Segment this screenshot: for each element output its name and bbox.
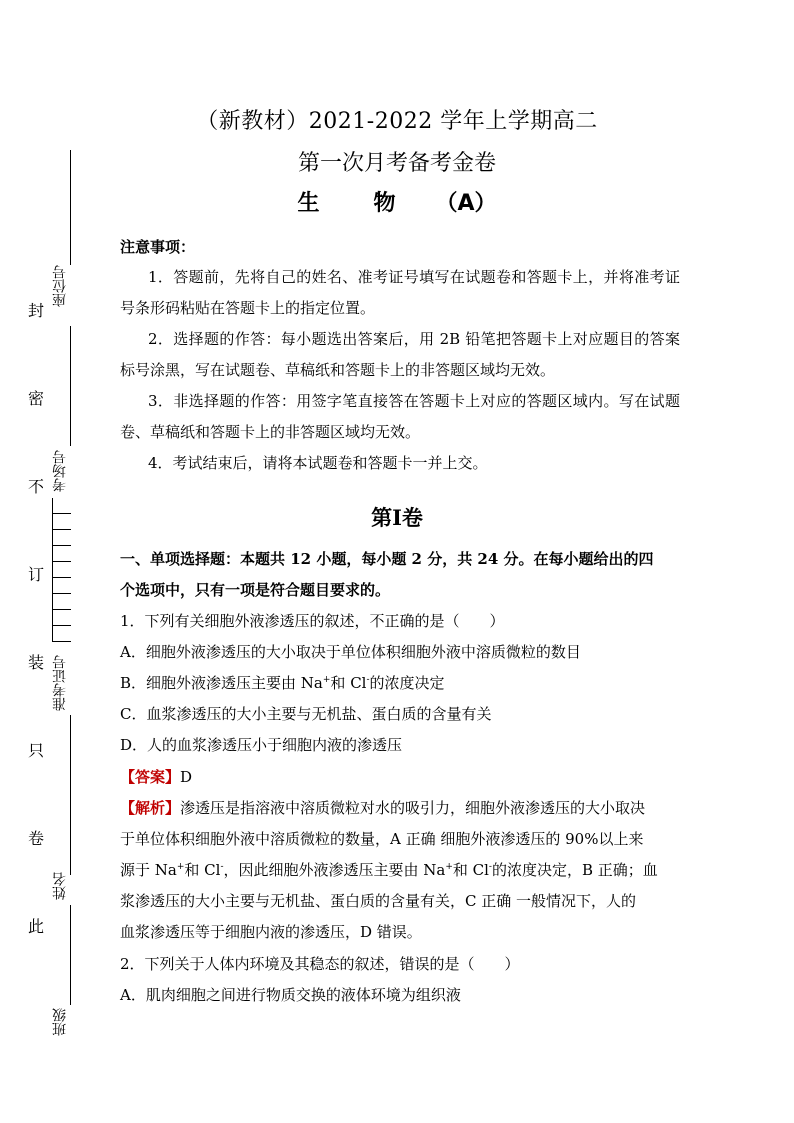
seal-char-5: 装	[27, 653, 44, 672]
label-exam-room: 考场号	[52, 450, 68, 492]
q1-answer: 【答案】D	[120, 768, 193, 786]
label-class: 班级	[52, 1008, 68, 1036]
seal-char-2: 密	[27, 389, 44, 408]
q2-option-a: A．肌肉细胞之间进行物质交换的液体环境为组织液	[120, 986, 461, 1004]
seal-char-6: 只	[27, 741, 44, 760]
notice-heading: 注意事项：	[120, 238, 196, 256]
notice-item-4: 4．考试结束后，请将本试题卷和答题卡一并上交。	[148, 454, 488, 472]
q1-option-a: A．细胞外液渗透压的大小取决于单位体积细胞外液中溶质微粒的数目	[120, 643, 581, 661]
q1-analysis-line4: 浆渗透压的大小主要与无机盐、蛋白质的含量有关，C 正确 一般情况下，人的	[120, 892, 637, 910]
label-ticket-number: 准考证号	[52, 655, 68, 711]
label-seat-number: 座位号	[52, 265, 68, 307]
seal-char-8: 此	[27, 917, 44, 936]
binding-line-2	[70, 326, 71, 446]
q1-stem: 1．下列有关细胞外液渗透压的叙述，不正确的是（ ）	[120, 612, 505, 630]
subject-paper-version: （A）	[435, 191, 497, 216]
seal-char-4: 订	[27, 565, 44, 584]
q1-analysis-line3: 源于 Na+和 Cl-，因此细胞外液渗透压主要由 Na+和 Cl-的浓度决定，B 正确；血	[120, 861, 658, 879]
section-heading-line2: 个选项中，只有一项是符合题目要求的。	[120, 581, 391, 599]
notice-item-1: 1．答题前，先将自己的姓名、准考证号填写在试题卷和答题卡上，并将准考证号条形码粘贴在答题卡上的指定位置。	[120, 268, 680, 317]
q2-stem: 2．下列关于人体内环境及其稳态的叙述，错误的是（ ）	[120, 955, 520, 973]
seal-char-1: 封	[27, 301, 44, 320]
subject-char-2: 物	[373, 191, 396, 216]
notice-item-2: 2．选择题的作答：每小题选出答案后，用 2B 铅笔把答题卡上对应题目的答案标号涂黑，写在试题卷、草稿纸和答题卡上的非答题区域均无效。	[120, 330, 680, 379]
subject-title	[0, 186, 794, 217]
q1-analysis-line5: 血浆渗透压等于细胞内液的渗透压，D 错误。	[120, 923, 422, 941]
subject-char-1: 生	[297, 191, 320, 216]
seal-char-3: 不	[27, 477, 44, 496]
notice-item-3: 3．非选择题的作答：用签字笔直接答在答题卡上对应的答题区域内。写在试题卷、草稿纸和答题卡上的非答题区域均无效。	[120, 392, 680, 441]
binding-line-3	[70, 715, 71, 875]
seal-char-7: 卷	[27, 829, 44, 848]
exam-title: （新教材）2021-2022 学年上学期高二	[196, 109, 598, 134]
label-name: 姓名	[52, 872, 68, 900]
q1-option-d: D．人的血浆渗透压小于细胞内液的渗透压	[120, 736, 403, 754]
q1-analysis-line1: 【解析】渗透压是指溶液中溶质微粒对水的吸引力，细胞外液渗透压的大小取决	[120, 799, 646, 817]
binding-line-4	[70, 905, 71, 1005]
section-title: 第Ⅰ卷	[371, 505, 423, 530]
section-heading-line1: 一、单项选择题：本题共 12 小题，每小题 2 分，共 24 分。在每小题给出的四	[120, 550, 654, 568]
q1-option-b: B．细胞外液渗透压主要由 Na+和 Cl-的浓度决定	[120, 674, 445, 692]
exam-subtitle: 第一次月考备考金卷	[297, 151, 496, 176]
q1-option-c: C．血浆渗透压的大小主要与无机盐、蛋白质的含量有关	[120, 705, 492, 723]
q1-analysis-line2: 于单位体积细胞外液中溶质微粒的数量，A 正确 细胞外液渗透压的 90%以上来	[120, 830, 644, 848]
